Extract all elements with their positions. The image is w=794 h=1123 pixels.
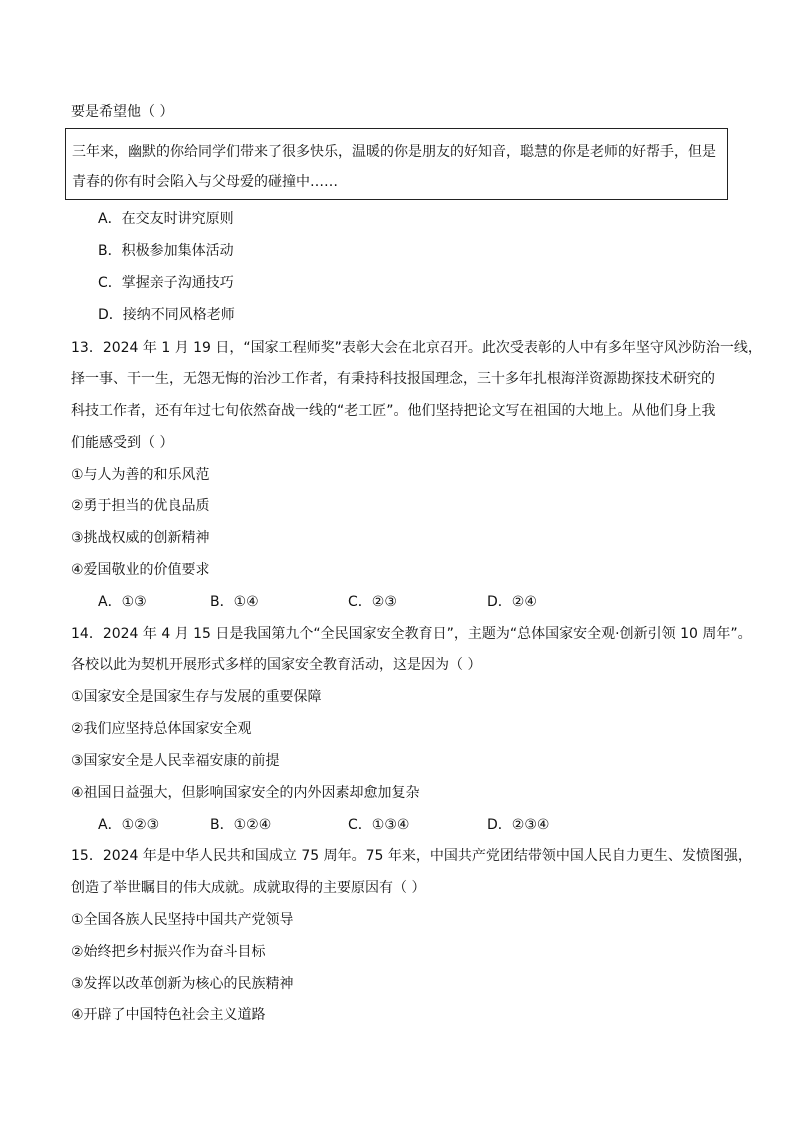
q12-material-box: [65, 128, 728, 200]
q13-choice-c: C．②③: [348, 594, 397, 610]
q13-choice-b: B．①④: [210, 594, 259, 610]
q13-stem-line: 们能感受到（ ）: [71, 435, 174, 451]
q14-choice-b: B．①②④: [210, 817, 272, 833]
q13-stem-line: 科技工作者，还有年过七旬依然奋战一线的“老工匠”。他们坚持把论文写在祖国的大地上。从他们身上我: [71, 403, 716, 419]
q12-material-line: 三年来，幽默的你给同学们带来了很多快乐，温暖的你是朋友的好知音，聪慧的你是老师的好帮手，但是: [72, 144, 716, 160]
q15-item: ②始终把乡村振兴作为奋斗目标: [71, 944, 266, 960]
q13-item: ③挑战权威的创新精神: [71, 530, 210, 546]
q14-item: ④祖国日益强大，但影响国家安全的内外因素却愈加复杂: [71, 785, 420, 801]
q13-stem-line: 择一事、干一生，无怨无悔的治沙工作者，有秉持科技报国理念，三十多年扎根海洋资源勘探技术研究的: [71, 371, 715, 387]
q13-item: ②勇于担当的优良品质: [71, 498, 210, 514]
q13-choice-a: A．①③: [98, 594, 147, 610]
q14-choice-d: D．②③④: [487, 817, 550, 833]
q14-item: ①国家安全是国家生存与发展的重要保障: [71, 689, 322, 705]
q15-item: ④开辟了中国特色社会主义道路: [71, 1007, 266, 1023]
q12-option-d: D．接纳不同风格老师: [98, 307, 235, 323]
q14-choice-c: C．①③④: [348, 817, 410, 833]
q15-item: ①全国各族人民坚持中国共产党领导: [71, 912, 294, 928]
q12-option-a: A．在交友时讲究原则: [98, 211, 234, 227]
q15-stem-line: 创造了举世瞩目的伟大成就。成就取得的主要原因有（ ）: [71, 880, 426, 896]
q13-item: ④爱国敬业的价值要求: [71, 562, 210, 578]
q13-choice-d: D．②④: [487, 594, 537, 610]
q14-stem-line: 14．2024 年 4 月 15 日是我国第九个“全民国家安全教育日”，主题为“总体国家安全观·创新引领 10 周年”。: [71, 626, 752, 642]
q14-choice-a: A．①②③: [98, 817, 160, 833]
q14-item: ③国家安全是人民幸福安康的前提: [71, 753, 280, 769]
q15-item: ③发挥以改革创新为核心的民族精神: [71, 976, 294, 992]
q12-option-b: B．积极参加集体活动: [98, 243, 234, 259]
q15-stem-line: 15．2024 年是中华人民共和国成立 75 周年。75 年来，中国共产党团结带领中国人民自力更生、发愤图强，: [71, 848, 752, 864]
q13-item: ①与人为善的和乐风范: [71, 467, 210, 483]
q14-stem-line: 各校以此为契机开展形式多样的国家安全教育活动，这是因为（ ）: [71, 657, 482, 673]
q12-option-c: C．掌握亲子沟通技巧: [98, 275, 234, 291]
q13-stem-line: 13．2024 年 1 月 19 日，“国家工程师奖”表彰大会在北京召开。此次受表彰的人中有多年坚守风沙防治一线，: [71, 340, 762, 356]
q12-stem-tail: 要是希望他（ ）: [71, 104, 174, 120]
q12-material-line: 青春的你有时会陷入与父母爱的碰撞中……: [72, 174, 338, 190]
q14-item: ②我们应坚持总体国家安全观: [71, 721, 252, 737]
